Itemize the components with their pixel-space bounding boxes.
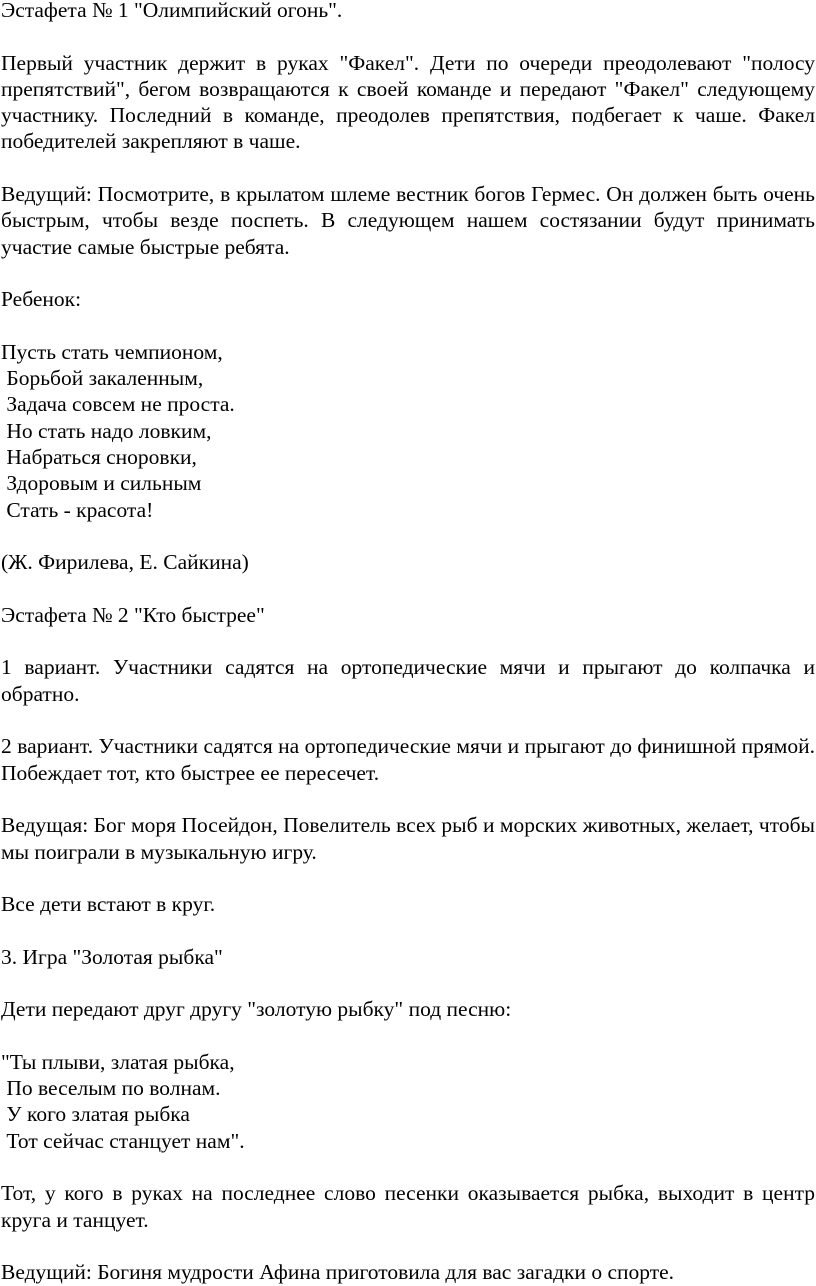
poem-line: Задача совсем не проста. <box>1 392 235 417</box>
variant-1-paragraph: 1 вариант. Участники садятся на ортопедические мячи и прыгают до колпачка и обратно. <box>1 655 815 706</box>
relay-1-description: Первый участник держит в руках "Факел". Дети по очереди преодолевают "полосу препятствий", бегом возвращаются к своей команде и передают "Факел" следующему участнику. Последний в команде, преодолев препятствия, подбегает к чаше. Факел победителей закрепляют в чаше. <box>1 50 815 154</box>
blank-line <box>1 1023 815 1049</box>
circle-instruction: Все дети встают в круг. <box>1 892 216 917</box>
blank-line <box>1 313 815 339</box>
song-line: У кого златая рыбка <box>1 1102 190 1127</box>
poem-line: Пусть стать чемпионом, <box>1 339 223 364</box>
child-speaker-label: Ребенок: <box>1 287 82 312</box>
poem-line: Борьбой закаленным, <box>1 366 204 391</box>
host-poseidon-paragraph: Ведущая: Бог моря Посейдон, Повелитель всех рыб и морских животных, желает, чтобы мы поиграли в музыкальную игру. <box>1 813 815 864</box>
blank-line <box>1 865 815 891</box>
blank-line <box>1 1154 815 1180</box>
host-athena-line: Ведущий: Богиня мудрости Афина приготовила для вас загадки о спорте. <box>1 1260 675 1285</box>
poem-line: Здоровым и сильным <box>1 471 202 496</box>
relay-2-heading: Эстафета № 2 "Кто быстрее" <box>1 602 265 627</box>
song-line: "Ты плыви, златая рыбка, <box>1 1049 235 1074</box>
game-rule-paragraph: Тот, у кого в руках на последнее слово песенки оказывается рыбка, выходит в центр круга и танцует. <box>1 1181 815 1232</box>
blank-line <box>1 155 815 181</box>
game-instruction: Дети передают друг другу "золотую рыбку" под песню: <box>1 997 512 1022</box>
blank-line <box>1 23 815 49</box>
poem-line: Набраться сноровки, <box>1 445 197 470</box>
blank-line <box>1 917 815 943</box>
relay-1-heading: Эстафета № 1 "Олимпийский огонь". <box>1 0 343 22</box>
blank-line <box>1 786 815 812</box>
poem-line: Но стать надо ловким, <box>1 418 212 443</box>
blank-line <box>1 970 815 996</box>
blank-line <box>1 260 815 286</box>
poem-line: Стать - красота! <box>1 497 154 522</box>
poem-authors: (Ж. Фирилева, Е. Сайкина) <box>1 550 249 575</box>
song-line: Тот сейчас станцует нам". <box>1 1128 245 1153</box>
blank-line <box>1 576 815 602</box>
game-3-heading: 3. Игра "Золотая рыбка" <box>1 944 223 969</box>
blank-line <box>1 707 815 733</box>
song-line: По веселым по волнам. <box>1 1076 221 1101</box>
blank-line <box>1 523 815 549</box>
blank-line <box>1 1233 815 1259</box>
host-hermes-paragraph: Ведущий: Посмотрите, в крылатом шлеме вестник богов Гермес. Он должен быть очень быстрым, чтобы везде поспеть. В следующем нашем состязании будут принимать участие самые быстрые ребята. <box>1 182 815 259</box>
variant-2-paragraph: 2 вариант. Участники садятся на ортопедические мячи и прыгают до финишной прямой. Побеждает тот, кто быстрее ее пересечет. <box>1 734 815 785</box>
blank-line <box>1 628 815 654</box>
